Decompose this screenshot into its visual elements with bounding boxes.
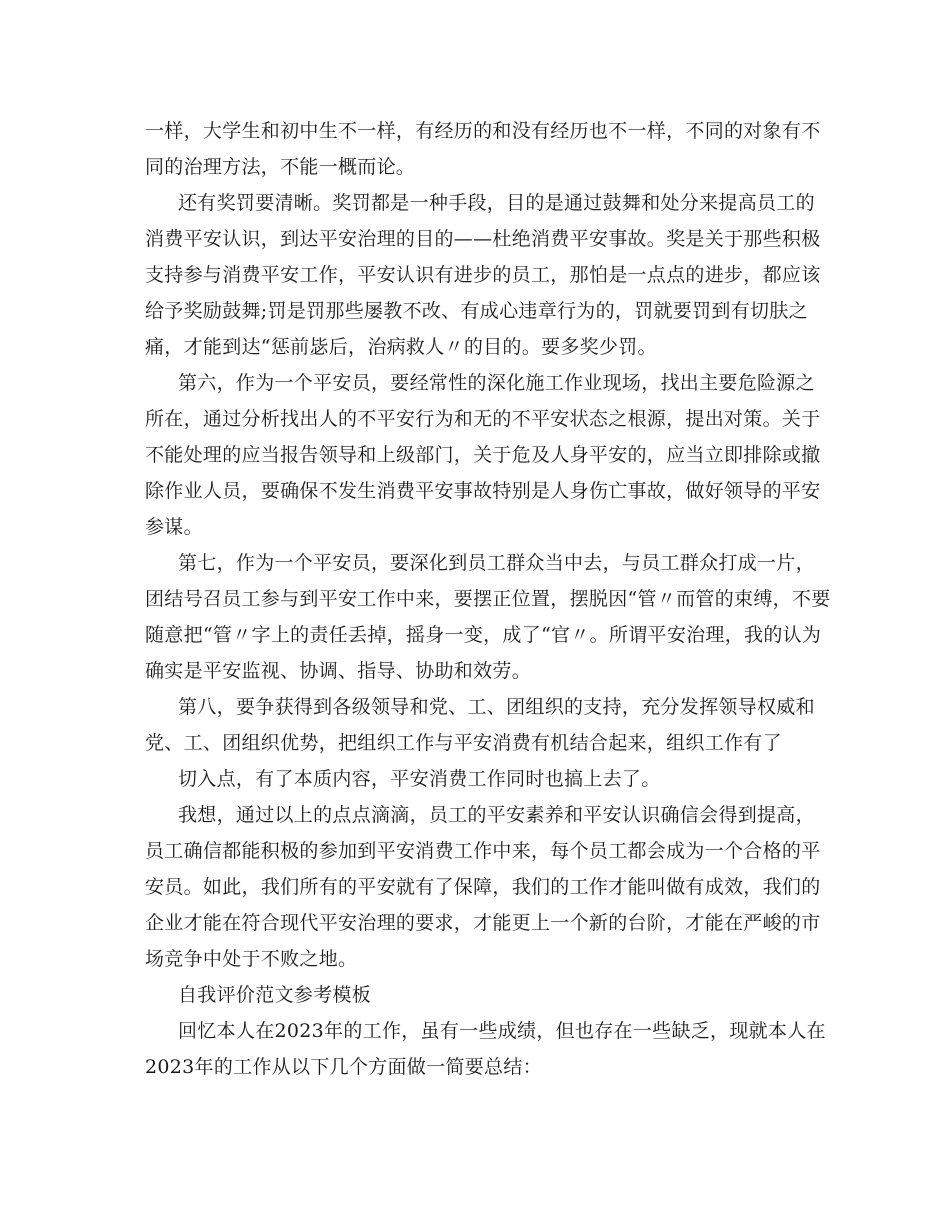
- paragraph-start: 我想，通过以上的点点滴滴，员工的平安素养和平安认识确信会得到提高，: [178, 804, 815, 826]
- text-line: 随意把“管〃字上的责任丢掉，摇身一变，成了“官〃。所谓平安治理，我的认为: [145, 624, 822, 646]
- paragraph-start: 第七，作为一个平安员，要深化到员工群众当中去，与员工群众打成一片，: [178, 552, 815, 574]
- paragraph-start: 还有奖罚要清晰。奖罚都是一种手段，目的是通过鼓舞和处分来提高员工的: [178, 192, 815, 214]
- text-line: 党、工、团组织优势，把组织工作与平安消费有机结合起来，组织工作有了: [145, 732, 782, 754]
- text-line: 确实是平安监视、协调、指导、协助和效劳。: [145, 660, 532, 682]
- paragraph-start: 第八，要争获得到各级领导和党、工、团组织的支持，充分发挥领导权威和: [178, 696, 815, 718]
- text-line: 团结号召员工参与到平安工作中来，要摆正位置，摆脱因“管〃而管的束缚，不要: [145, 588, 831, 610]
- text-line: 一样，大学生和初中生不一样，有经历的和没有经历也不一样，不同的对象有不: [145, 120, 821, 142]
- section-heading: 自我评价范文参考模板: [178, 984, 372, 1006]
- text-line: 给予奖励鼓舞;罚是罚那些屡教不改、有成心违章行为的，罚就要罚到有切肤之: [145, 300, 808, 322]
- text-line: 不能处理的应当报告领导和上级部门，关于危及人身平安的，应当立即排除或撤: [145, 444, 821, 466]
- text-line: 安员。如此，我们所有的平安就有了保障，我们的工作才能叫做有成效，我们的: [145, 876, 821, 898]
- paragraph-start: 回忆本人在2023年的工作，虽有一些成绩，但也存在一些缺乏，现就本人在: [178, 1020, 826, 1042]
- paragraph-start: 切入点，有了本质内容，平安消费工作同时也搞上去了。: [178, 768, 661, 790]
- text-line: 所在，通过分析找出人的不平安行为和无的不平安状态之根源，提出对策。关于: [145, 408, 821, 430]
- text-line: 消费平安认识，到达平安治理的目的——杜绝消费平安事故。奖是关于那些积极: [145, 228, 821, 250]
- text-line: 参谋。: [145, 516, 203, 538]
- text-line: 员工确信都能积极的参加到平安消费工作中来，每个员工都会成为一个合格的平: [145, 840, 821, 862]
- text-line: 支持参与消费平安工作，平安认识有进步的员工，那怕是一点点的进步，都应该: [145, 264, 821, 286]
- text-line: 2023年的工作从以下几个方面做一简要总结：: [145, 1056, 542, 1078]
- text-line: 企业才能在符合现代平安治理的要求，才能更上一个新的台阶，才能在严峻的市: [145, 912, 821, 934]
- text-line: 场竞争中处于不败之地。: [145, 948, 358, 970]
- paragraph-start: 第六，作为一个平安员，要经常性的深化施工作业现场，找出主要危险源之: [178, 372, 815, 394]
- text-line: 痛，才能到达“惩前毖后，治病救人〃的目的。要多奖少罚。: [145, 336, 657, 358]
- text-line: 同的治理方法，不能一概而论。: [145, 156, 416, 178]
- text-line: 除作业人员，要确保不发生消费平安事故特别是人身伤亡事故，做好领导的平安: [145, 480, 821, 502]
